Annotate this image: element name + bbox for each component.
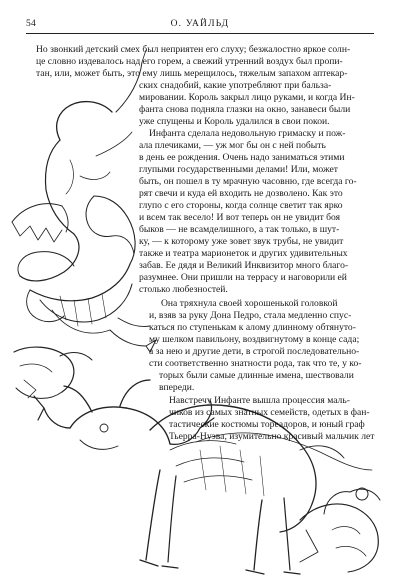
text-line: рят свечи и куда ей входить не дозволено. Как это [139, 188, 343, 199]
text-line: забав. Ее дядя и Великий Инквизитор много благо- [139, 260, 349, 271]
text-line: быков — не всамделишного, а так только, в шут- [139, 224, 340, 235]
text-line: ку, — к которому уже зовет звук трубы, не увидит [139, 236, 344, 247]
running-title-author: О. УАЙЛЬД [170, 19, 230, 29]
text-line: Но звонкий детский смех был неприятен его слуху; безжалостно яркое солн- [36, 44, 351, 55]
text-line: столько любезностей. [139, 284, 228, 295]
text-line: ала плечиками, — уж мог бы он с ней побыть [139, 140, 326, 151]
text-line: Она тряхнула своей хорошенькой головкой [161, 298, 338, 309]
text-line: мировании. Король закрыл лицо руками, и когда Ин- [139, 92, 355, 103]
text-line: Тьерра-Нуэва, изумительно красивый мальчик лет [169, 431, 375, 442]
text-line: разумнее. Они пришли на террасу и наговорили ей [139, 272, 347, 283]
text-line: фанта снова подняла глазки на окно, занавеси были [139, 104, 351, 115]
text-line: и, взяв за руку Дона Педро, стала медленно спус- [149, 310, 352, 321]
text-line: сти соответственно знатности рода, так что те, у ко- [149, 358, 362, 369]
text-line: быть, он пошел в ту мрачную часовню, где всегда го- [139, 176, 357, 187]
text-line: це словно издевалось над его горем, а свежий утренний воздух был пропи- [36, 56, 343, 67]
text-line: Инфанта сделала недовольную гримаску и пож- [149, 128, 346, 139]
text-line: впереди. [159, 382, 195, 393]
infanta-figure [12, 50, 156, 352]
text-line: в день ее рождения. Очень надо заниматься этими [139, 152, 345, 163]
text-line: уже спущены и Король удалился в свои покои. [139, 116, 330, 127]
text-line: также и театра марионеток и других удивительных [139, 248, 348, 259]
text-line: глупыми государственными делами! Или, может [139, 164, 338, 175]
fallen-figure [14, 347, 92, 398]
text-line: и всем так весело! И вот теперь он не увидит боя [139, 212, 341, 223]
text-line: тастические костюмы тореадоров, и юный граф [169, 419, 365, 430]
text-line: тан, или, может быть, это ему лишь мерещилось, тяжелым запахом аптекар- [36, 68, 348, 79]
text-line: чиков из самых знатных семейств, одетых в фан- [169, 407, 370, 418]
text-line: Навстречу Инфанте вышла процессия маль- [169, 395, 350, 406]
text-line: торых были самые длинные имена, шествовали [159, 370, 354, 381]
text-line: а за нею и другие дети, в строгой последовательно- [149, 346, 360, 357]
page-number: 54 [26, 19, 37, 29]
text-line: глупо с его стороны, когда солнце светит так ярко [139, 200, 343, 211]
bullfighter-figure [300, 488, 380, 572]
text-line: ских снадобий, какие употребляют при бальза- [139, 80, 332, 91]
text-line: каться по ступенькам к алому длинному обтянуто- [149, 322, 356, 333]
text-line: му шелком павильону, воздвигнутому в конце сада; [149, 334, 360, 345]
